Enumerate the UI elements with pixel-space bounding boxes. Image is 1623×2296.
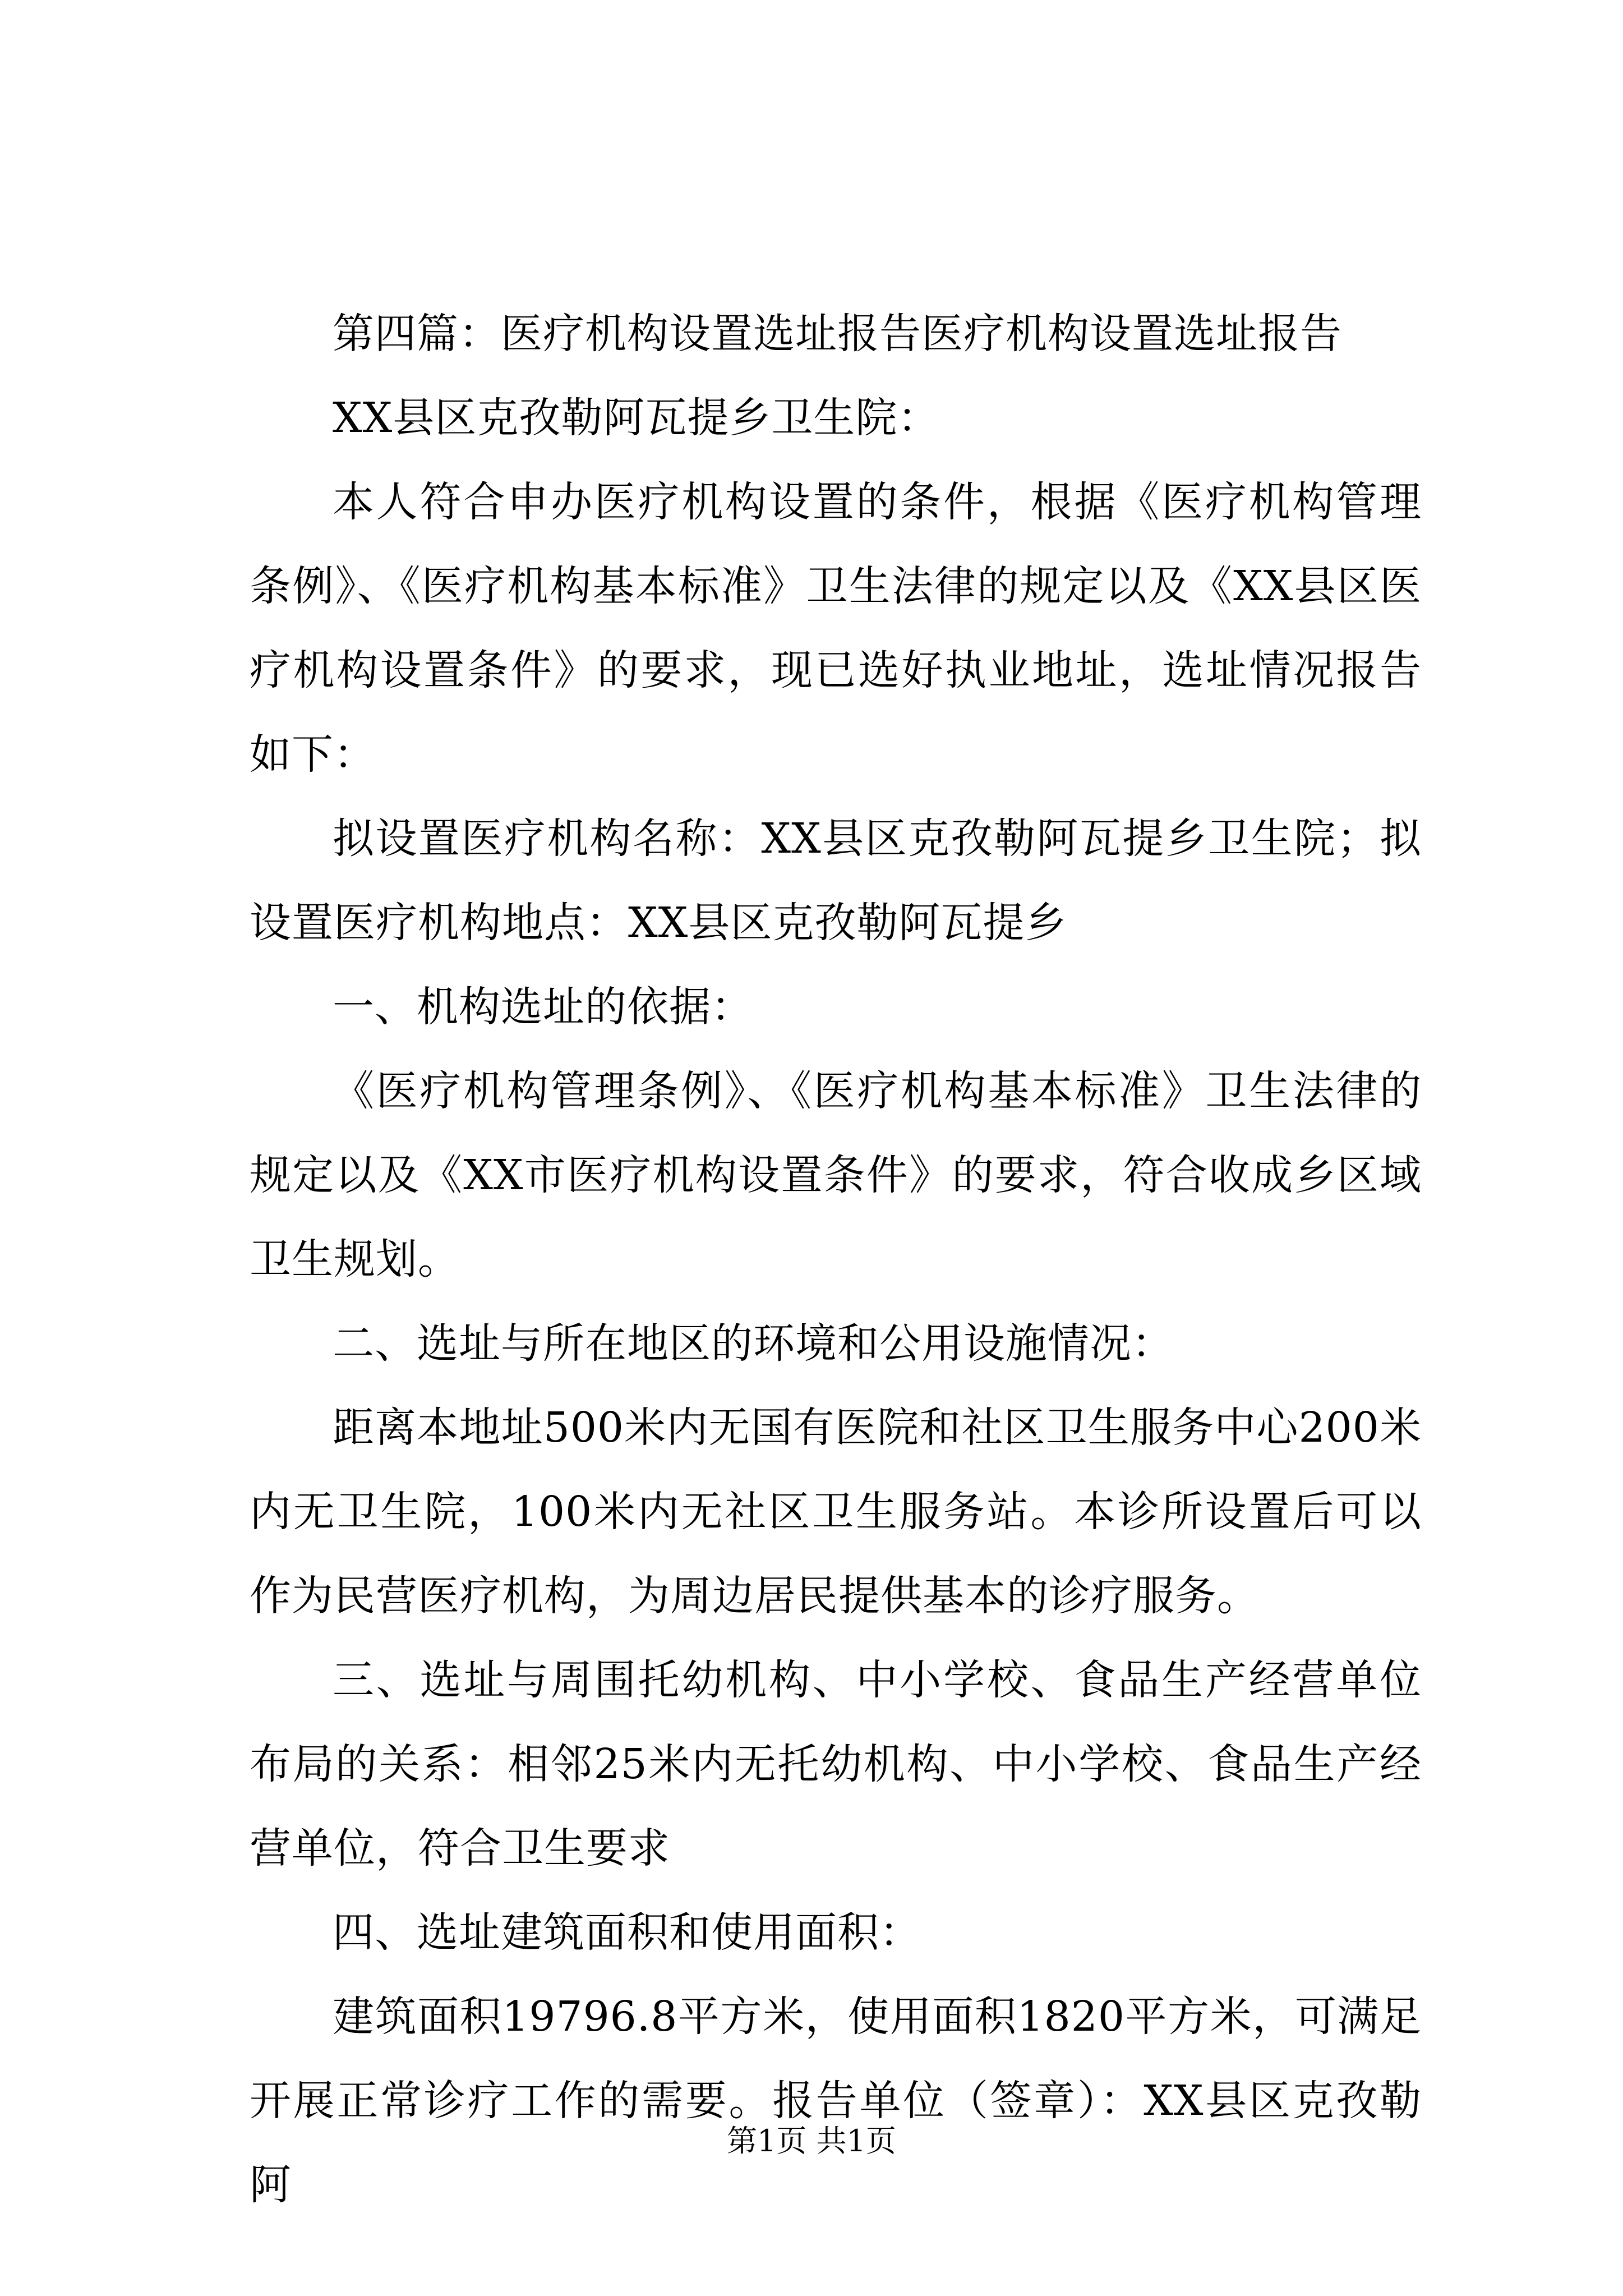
addressee: XX县区克孜勒阿瓦提乡卫生院： <box>333 394 940 442</box>
paragraph-area: 建筑面积19796.8平方米，使用面积1820平方米，可满足开展正常诊疗工作的需要。报告单位（签章）：XX县区克孜勒阿 <box>250 1993 1422 2209</box>
paragraph-surroundings: 三、选址与周围托幼机构、中小学校、食品生产经营单位布局的关系：相邻25米内无托幼机构、中小学校、食品生产经营单位，符合卫生要求 <box>250 1656 1422 1872</box>
document-heading: 第四篇：医疗机构设置选址报告医疗机构设置选址报告 <box>333 310 1342 358</box>
section-heading-1: 一、机构选址的依据： <box>333 983 753 1031</box>
paragraph-intro: 本人符合申办医疗机构设置的条件，根据《医疗机构管理条例》、《医疗机构基本标准》卫生法律的规定以及《XX县区医疗机构设置条件》的要求，现已选好执业地址，选址情况报告如下： <box>250 478 1422 779</box>
section-heading-4: 四、选址建筑面积和使用面积： <box>333 1908 921 1957</box>
document-body <box>250 292 1422 2227</box>
paragraph-institution: 拟设置医疗机构名称：XX县区克孜勒阿瓦提乡卫生院；拟设置医疗机构地点：XX县区克孜勒阿瓦提乡 <box>250 815 1422 947</box>
paragraph-environment: 距离本地址500米内无国有医院和社区卫生服务中心200米内无卫生院，100米内无社区卫生服务站。本诊所设置后可以作为民营医疗机构，为周边居民提供基本的诊疗服务。 <box>250 1404 1422 1620</box>
paragraph-basis: 《医疗机构管理条例》、《医疗机构基本标准》卫生法律的规定以及《XX市医疗机构设置条件》的要求，符合收成乡区域卫生规划。 <box>250 1067 1422 1283</box>
section-heading-2: 二、选址与所在地区的环境和公用设施情况： <box>333 1319 1174 1368</box>
page-number-footer: 第1页 共1页 <box>727 2123 896 2159</box>
